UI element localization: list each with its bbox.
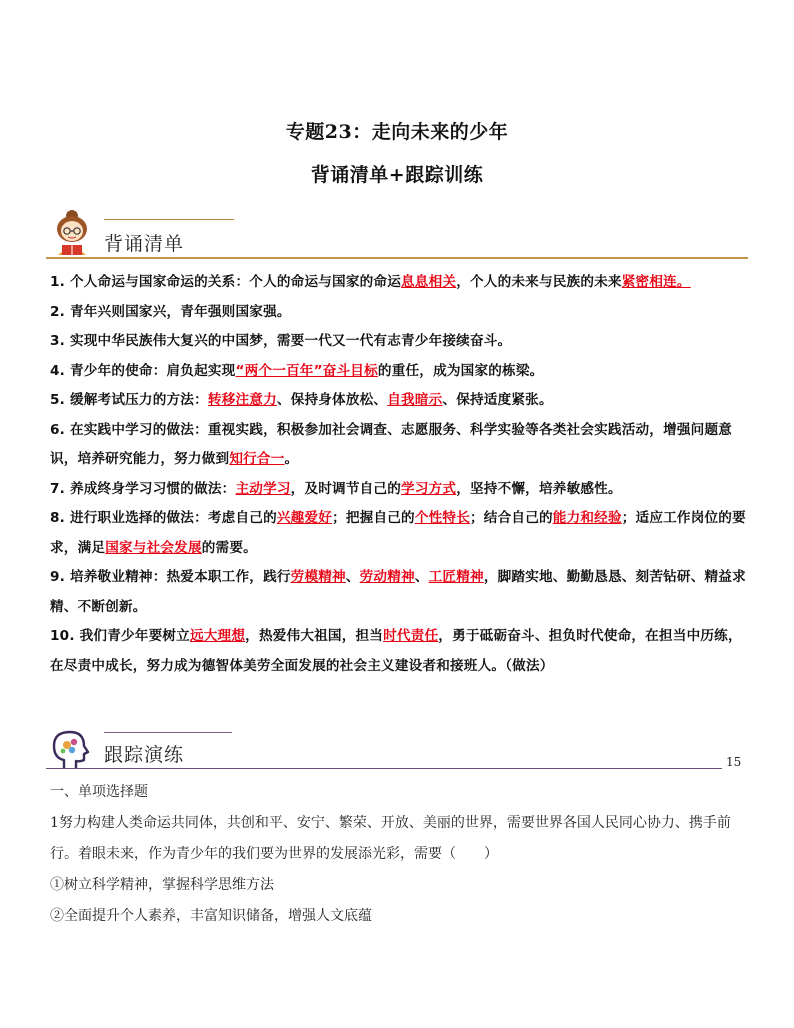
item-text: 6. 在实践中学习的做法：重视实践，积极参加社会调查、志愿服务、科学实验等各类社会实践活动，增强问题意识，培养研究能力，努力做到 [50, 421, 733, 467]
reading-girl-icon [46, 207, 98, 257]
item-text: 的重任，成为国家的栋梁。 [377, 362, 544, 379]
recite-list [50, 268, 746, 681]
key-phrase: 劳模精神 [290, 569, 346, 585]
item-text: 、 [414, 569, 429, 585]
key-phrase: 远大理想 [189, 628, 246, 644]
item-text: ；适应工作岗位的要求，满足 [50, 510, 746, 556]
item-text: 2. 青年兴则国家兴，青年强则国家强。 [50, 303, 291, 320]
item-text: 7. 养成终身学习习惯的做法： [50, 480, 236, 497]
section-header-recite [46, 207, 748, 257]
page-number: 15 [726, 755, 742, 769]
item-text: 3. 实现中华民族伟大复兴的中国梦，需要一代又一代有志青少年接续奋斗。 [50, 333, 512, 349]
item-text: 。 [284, 451, 299, 467]
key-phrase: 自我暗示 [387, 392, 443, 408]
key-phrase: 转移注意力 [207, 392, 277, 408]
item-text: 的需要。 [201, 539, 257, 556]
recite-item-8 [50, 504, 746, 563]
header-rule-long [46, 257, 748, 259]
item-text: ，坚持不懈，培养敏感性。 [456, 480, 622, 497]
section-label: 跟踪演练 [104, 744, 185, 766]
item-text: 、保持适度紧张。 [442, 392, 553, 408]
item-text: ，勇于砥砺奋斗、担负时代使命，在担当中历练，在尽责中成长，努力成为德智体美劳全面发展的社会主义建设者和接班人。（做法） [50, 628, 742, 674]
question-text: 1努力构建人类命运共同体，共创和平、安宁、繁荣、开放、美丽的世界，需要世界各国人民同心协力、携手前行。着眼未来，作为青少年的我们要为世界的发展添光彩，需要（ ） [50, 815, 731, 862]
section-header-practice [46, 726, 748, 776]
exercise-heading: 一、单项选择题 [50, 784, 148, 800]
key-phrase: 知行合一 [229, 451, 285, 467]
exercise-section [50, 777, 750, 932]
recite-item-3 [50, 327, 746, 357]
header-rule-long [46, 768, 722, 769]
recite-item-9 [50, 563, 746, 622]
section-label: 背诵清单 [104, 233, 185, 255]
recite-item-2 [50, 298, 746, 328]
recite-item-1 [50, 268, 746, 298]
header-rule-short [104, 219, 234, 220]
key-phrase: 主动学习 [235, 480, 291, 497]
page-subtitle: 背诵清单+跟踪训练 [310, 164, 484, 186]
item-text: 10. 我们青少年要树立 [50, 628, 190, 644]
key-phrase: 劳动精神 [359, 569, 415, 585]
key-phrase: 时代责任 [383, 628, 439, 644]
item-text: 9. 培养敬业精神：热爱本职工作，践行 [50, 569, 291, 585]
header-rule-short [104, 732, 232, 733]
item-text: ，及时调节自己的 [290, 480, 402, 497]
recite-item-5 [50, 386, 746, 416]
key-phrase: 紧密相连。 [621, 274, 691, 290]
item-text: 、保持身体放松、 [276, 392, 388, 408]
key-phrase: 息息相关 [401, 274, 457, 290]
item-text: ；把握自己的 [332, 510, 415, 526]
item-text: ，个人的未来与民族的未来 [456, 274, 622, 290]
item-text: 8. 进行职业选择的做法：考虑自己的 [50, 510, 277, 526]
option-2: ②全面提升个人素养，丰富知识储备，增强人文底蕴 [50, 908, 372, 924]
page-title: 专题23：走向未来的少年 [285, 121, 509, 143]
key-phrase: 个性特长 [414, 510, 471, 526]
key-phrase: 兴趣爱好 [276, 510, 333, 526]
key-phrase: 能力和经验 [552, 510, 622, 526]
item-text: ，热爱伟大祖国，担当 [245, 628, 384, 644]
item-text: 、 [345, 569, 360, 585]
key-phrase: 国家与社会发展 [105, 539, 202, 556]
recite-item-4 [50, 357, 746, 387]
recite-item-7 [50, 475, 746, 505]
key-phrase: 学习方式 [401, 480, 457, 497]
item-text: ，脚踏实地、勤勤恳恳、刻苦钻研、精益求精、不断创新。 [50, 569, 746, 615]
key-phrase: 工匠精神 [428, 569, 484, 585]
recite-item-10 [50, 622, 746, 681]
item-text: 4. 青少年的使命：肩负起实现 [50, 362, 236, 379]
key-phrase: “两个一百年”奋斗目标 [235, 362, 378, 379]
item-text: 1. 个人命运与国家命运的关系：个人的命运与国家的命运 [50, 274, 402, 290]
option-1: ①树立科学精神，掌握科学思维方法 [50, 877, 274, 893]
item-text: 5. 缓解考试压力的方法： [50, 392, 208, 408]
recite-item-6 [50, 416, 746, 475]
item-text: ；结合自己的 [470, 510, 553, 526]
